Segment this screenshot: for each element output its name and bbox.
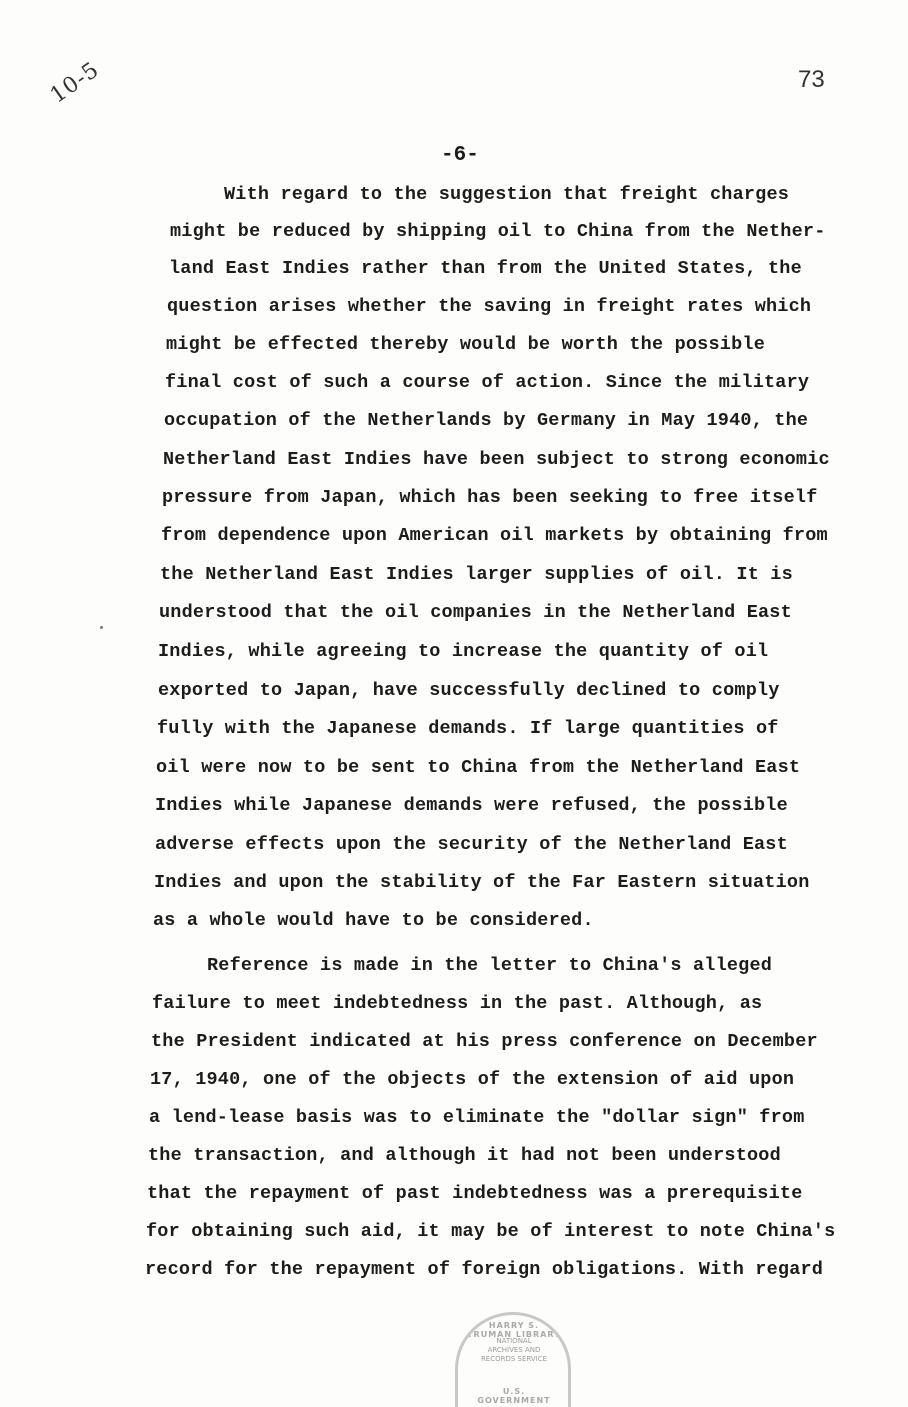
paper-speck bbox=[100, 626, 103, 629]
page-number: 73 bbox=[798, 66, 825, 93]
archive-stamp bbox=[455, 1312, 571, 1407]
handwritten-margin-note: 10-5 bbox=[46, 57, 105, 109]
body-line: the Netherland East Indies larger supplies of oil. It is bbox=[160, 564, 793, 585]
body-line: adverse effects upon the security of the Netherland East bbox=[155, 834, 788, 855]
body-line: failure to meet indebtedness in the past. Although, as bbox=[152, 993, 763, 1014]
body-line: might be effected thereby would be worth the possible bbox=[166, 334, 765, 355]
body-line: for obtaining such aid, it may be of interest to note China's bbox=[146, 1221, 836, 1242]
body-line: as a whole would have to be considered. bbox=[153, 910, 594, 931]
body-line: land East Indies rather than from the United States, the bbox=[169, 258, 802, 279]
body-line: a lend-lease basis was to eliminate the "dollar sign" from bbox=[149, 1107, 805, 1128]
body-line: pressure from Japan, which has been seeking to free itself bbox=[162, 487, 818, 508]
stamp-bottom-text: U.S. GOVERNMENT bbox=[477, 1387, 551, 1405]
body-line: record for the repayment of foreign obligations. With regard bbox=[145, 1259, 824, 1280]
body-line: Reference is made in the letter to China's alleged bbox=[207, 955, 773, 976]
body-line: Indies while Japanese demands were refused, the possible bbox=[155, 795, 788, 816]
body-line: the transaction, and although it had not been understood bbox=[148, 1145, 781, 1166]
body-line: Indies and upon the stability of the Far Eastern situation bbox=[154, 872, 810, 893]
body-line: occupation of the Netherlands by Germany in May 1940, the bbox=[164, 410, 809, 431]
body-line: fully with the Japanese demands. If large quantities of bbox=[157, 718, 779, 739]
body-line: Indies, while agreeing to increase the quantity of oil bbox=[158, 641, 769, 662]
body-line: understood that the oil companies in the Netherland East bbox=[159, 602, 792, 623]
section-number: -6- bbox=[441, 144, 479, 167]
body-line: 17, 1940, one of the objects of the extension of aid upon bbox=[150, 1069, 795, 1090]
body-line: Netherland East Indies have been subject to strong economic bbox=[163, 449, 830, 470]
body-line: final cost of such a course of action. Since the military bbox=[165, 372, 810, 393]
body-line: the President indicated at his press conference on December bbox=[151, 1031, 818, 1052]
body-line: might be reduced by shipping oil to China from the Nether- bbox=[170, 221, 826, 242]
body-line: oil were now to be sent to China from the Netherland East bbox=[156, 757, 801, 778]
body-line: With regard to the suggestion that freight charges bbox=[224, 184, 790, 205]
body-line: exported to Japan, have successfully declined to comply bbox=[158, 680, 780, 701]
body-line: question arises whether the saving in freight rates which bbox=[167, 296, 812, 317]
stamp-arc-text: HARRY S. TRUMAN LIBRARY bbox=[467, 1321, 561, 1339]
body-line: that the repayment of past indebtedness was a prerequisite bbox=[147, 1183, 803, 1204]
body-line: from dependence upon American oil markets by obtaining from bbox=[161, 525, 828, 546]
stamp-inner-text: NATIONAL ARCHIVES AND RECORDS SERVICE bbox=[480, 1337, 548, 1363]
